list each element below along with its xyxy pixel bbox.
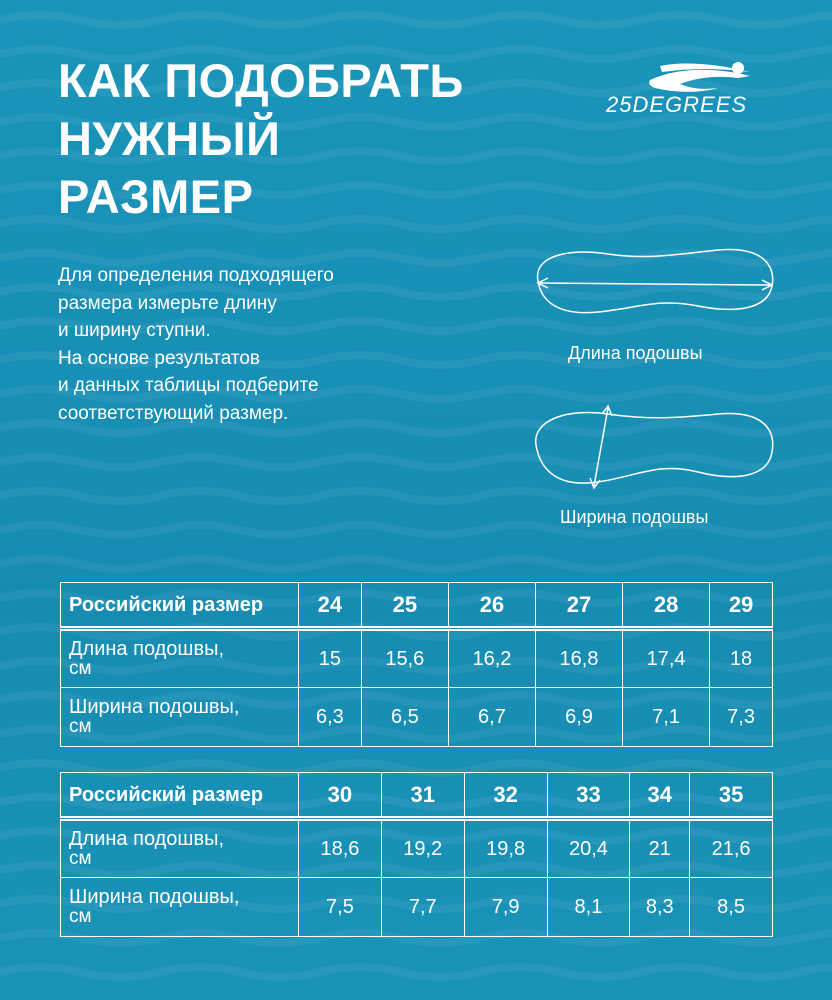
header-label: Российский размер	[61, 773, 299, 819]
value-cell: 20,4	[547, 819, 630, 878]
value-cell: 7,9	[464, 878, 547, 937]
value-cell: 15	[299, 629, 362, 688]
value-cell: 18,6	[299, 819, 382, 878]
value-cell: 18	[710, 629, 773, 688]
value-cell: 7,5	[299, 878, 382, 937]
value-cell: 8,3	[630, 878, 690, 937]
size-table-1	[60, 582, 773, 747]
value-cell: 7,1	[623, 688, 710, 747]
table-row	[61, 688, 773, 747]
table-row	[61, 819, 773, 878]
size-cell: 28	[623, 583, 710, 629]
width-caption: Ширина подошвы	[560, 507, 709, 527]
length-caption: Длина подошвы	[568, 343, 703, 363]
header-row	[61, 583, 773, 629]
wave-line	[0, 967, 832, 977]
page-title: КАК ПОДОБРАТЬ НУЖНЫЙ РАЗМЕР	[58, 54, 464, 223]
row-label: Длина подошвы, см	[61, 629, 299, 688]
value-cell: 6,7	[448, 688, 535, 747]
intro-text: Для определения подходящего размера измерьте длину и ширину ступни. На основе результатов и данных таблицы подберите соответствующий размер.	[58, 265, 334, 424]
sole-width-diagram	[528, 400, 778, 495]
row-label: Ширина подошвы, см	[61, 878, 299, 937]
size-cell: 30	[299, 773, 382, 819]
size-cell: 26	[448, 583, 535, 629]
table-row	[61, 878, 773, 937]
size-cell: 33	[547, 773, 630, 819]
brand-name: 25DEGREES	[606, 92, 748, 117]
value-cell: 7,3	[710, 688, 773, 747]
size-cell: 31	[381, 773, 464, 819]
value-cell: 8,1	[547, 878, 630, 937]
value-cell: 6,3	[299, 688, 362, 747]
row-label: Длина подошвы, см	[61, 819, 299, 878]
size-cell: 34	[630, 773, 690, 819]
value-cell: 6,5	[361, 688, 448, 747]
size-cell: 24	[299, 583, 362, 629]
header-label: Российский размер	[61, 583, 299, 629]
size-cell: 35	[690, 773, 773, 819]
wave-line	[0, 559, 832, 569]
sole-length-diagram	[528, 236, 778, 326]
value-cell: 16,2	[448, 629, 535, 688]
value-cell: 19,8	[464, 819, 547, 878]
size-cell: 25	[361, 583, 448, 629]
header-row	[61, 773, 773, 819]
value-cell: 21,6	[690, 819, 773, 878]
size-cell: 32	[464, 773, 547, 819]
table-row	[61, 629, 773, 688]
value-cell: 19,2	[381, 819, 464, 878]
value-cell: 21	[630, 819, 690, 878]
size-cell: 27	[535, 583, 622, 629]
value-cell: 8,5	[690, 878, 773, 937]
wave-line	[0, 15, 832, 25]
row-label: Ширина подошвы, см	[61, 688, 299, 747]
value-cell: 6,9	[535, 688, 622, 747]
value-cell: 17,4	[623, 629, 710, 688]
value-cell: 16,8	[535, 629, 622, 688]
value-cell: 7,7	[381, 878, 464, 937]
value-cell: 15,6	[361, 629, 448, 688]
size-table-2	[60, 772, 773, 937]
size-cell: 29	[710, 583, 773, 629]
